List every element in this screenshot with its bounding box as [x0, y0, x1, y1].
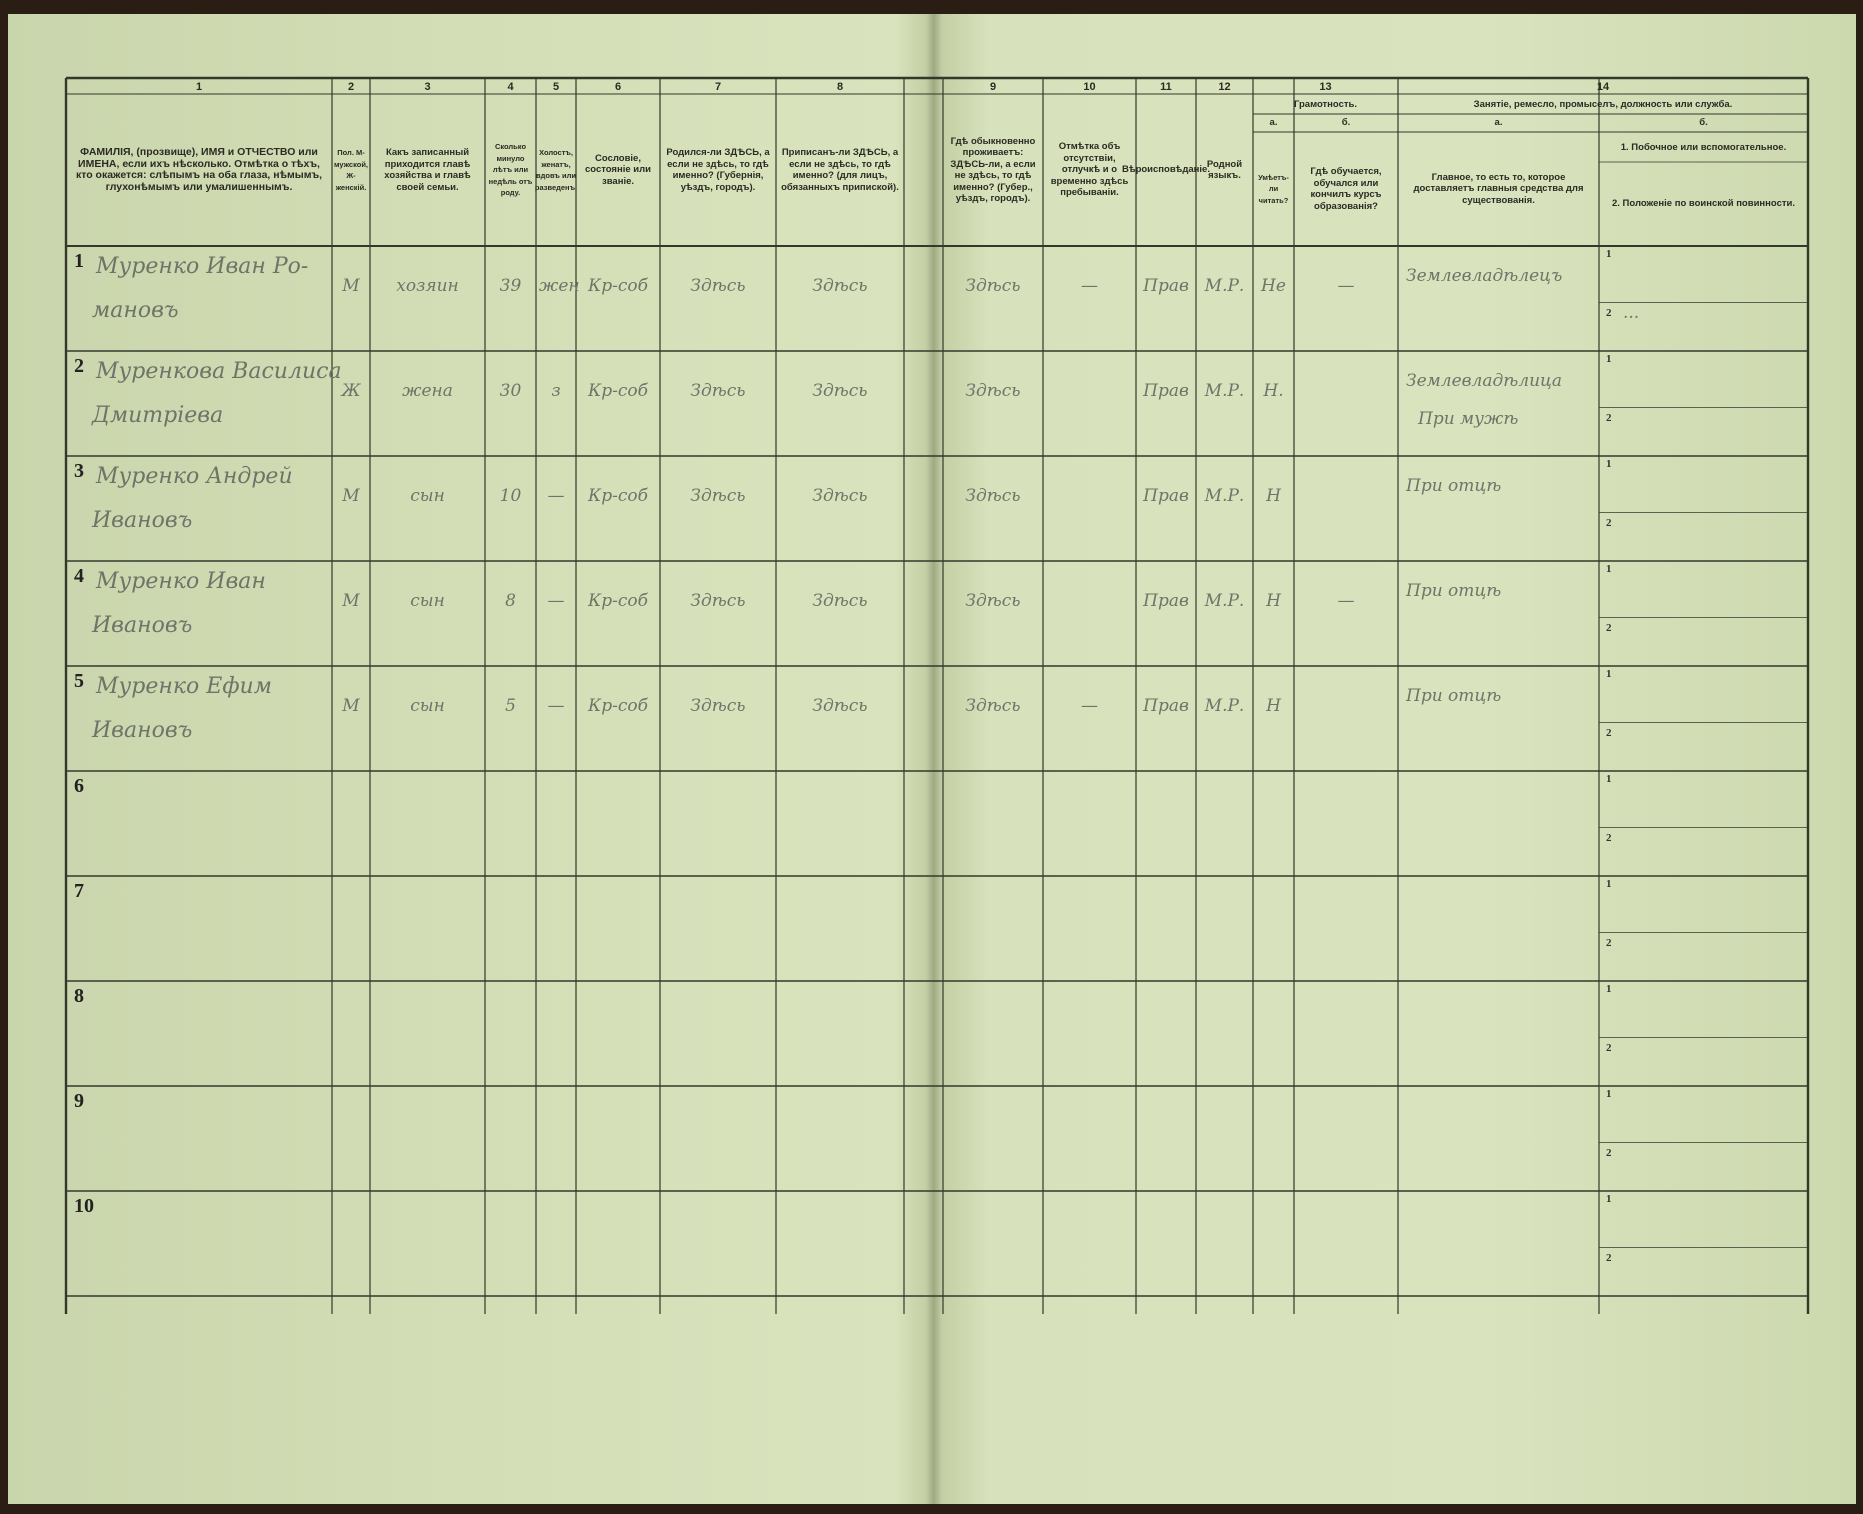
- table-cell-relation: сын: [410, 696, 445, 716]
- table-cell-sex: М: [342, 696, 360, 716]
- table-cell-resides: Здѣсь: [965, 381, 1021, 401]
- table-row-name-line1: Муренко Андрей: [96, 464, 293, 489]
- table-row-name-line1: Муренко Иван Ро-: [96, 254, 309, 279]
- table-cell-marital: —: [547, 486, 565, 506]
- sub-label-2: 2: [1606, 1146, 1612, 1159]
- header-c13: Грамотность.: [1293, 99, 1358, 111]
- table-cell-resides: Здѣсь: [965, 591, 1021, 611]
- table-row-name-line2: Дмитріева: [92, 403, 224, 428]
- table-cell-registered: Здѣсь: [812, 696, 868, 716]
- table-cell-registered: Здѣсь: [812, 381, 868, 401]
- table-row-name-line1: Муренкова Василиса: [96, 359, 342, 384]
- header-c8: Приписанъ-ли ЗДѢСЬ, а если не здѣсь, то гдѣ именно? (для лицъ, обязанныхъ припиской).: [781, 147, 899, 193]
- table-cell-literacy: Н: [1266, 486, 1281, 506]
- sub-label-2: 2: [1606, 516, 1612, 529]
- table-cell-age: 8: [505, 591, 516, 611]
- row-number: 9: [74, 1090, 84, 1112]
- row-number: 2: [74, 355, 84, 377]
- row-number: 7: [74, 880, 84, 902]
- table-cell-education: [1297, 381, 1395, 415]
- column-number: 3: [424, 81, 431, 93]
- row-number: 6: [74, 775, 84, 797]
- table-cell-age: 39: [499, 276, 522, 296]
- sub-label-1: 1: [1606, 458, 1612, 470]
- sub-label-2: 2: [1606, 621, 1612, 634]
- table-cell-language: М.Р.: [1204, 276, 1245, 296]
- column-number: 7: [714, 81, 722, 93]
- table-cell-relation: сын: [410, 591, 445, 611]
- sub-label-2: 2: [1606, 306, 1612, 319]
- table-cell-born: Здѣсь: [690, 381, 746, 401]
- sub-label-2: 2: [1606, 936, 1612, 949]
- table-cell-born: Здѣсь: [690, 486, 746, 506]
- table-cell-age: 5: [505, 696, 516, 716]
- table-cell-sex: М: [342, 486, 360, 506]
- row-number: 8: [74, 985, 84, 1007]
- header-c13b: б.: [1341, 117, 1351, 129]
- table-cell-sex: М: [342, 276, 360, 296]
- table-cell-literacy: Н.: [1263, 381, 1284, 401]
- census-sheet: [8, 14, 1856, 1504]
- header-c1: ФАМИЛІЯ, (прозвище), ИМЯ и ОТЧЕСТВО или ИМЕНА, если ихъ нѣсколько. Отмѣтка о тѣхъ, кто окажется: слѣпымъ на оба глаза, нѣмымъ, глухонѣмымъ или умалишеннымъ.: [75, 146, 323, 193]
- sub-label-1: 1: [1606, 983, 1612, 995]
- table-cell-side2: ...: [1623, 302, 1640, 323]
- header-c4: Сколько минуло лѣтъ или недѣль отъ роду.: [488, 142, 533, 198]
- table-cell-estate: Кр-соб: [588, 696, 648, 716]
- table-cell-literacy: Н: [1266, 591, 1281, 611]
- column-number: 11: [1160, 81, 1172, 93]
- table-cell-occupation: Землевладѣлица: [1406, 371, 1563, 391]
- header-c3: Какъ записанный приходится главѣ хозяйства и главѣ своей семьи.: [384, 147, 471, 193]
- table-cell-occupation: При отцѣ: [1406, 581, 1502, 601]
- row-number: 4: [74, 565, 84, 587]
- sub-label-1: 1: [1606, 353, 1612, 365]
- table-cell-religion: Прав: [1143, 696, 1189, 716]
- column-number: 12: [1218, 81, 1231, 93]
- table-cell-sex: М: [342, 591, 360, 611]
- table-cell-relation: хозяин: [396, 276, 459, 296]
- sub-label-1: 1: [1606, 248, 1612, 260]
- table-cell-estate: Кр-соб: [588, 591, 648, 611]
- table-cell-absence: [1046, 486, 1133, 520]
- table-cell-occupation: При отцѣ: [1406, 686, 1502, 706]
- header-c7: Родился-ли ЗДѢСЬ, а если не здѣсь, то гдѣ именно? (Губернія, уѣздъ, городъ).: [666, 147, 770, 193]
- table-cell-language: М.Р.: [1204, 381, 1245, 401]
- table-row-name-line1: Муренко Иван: [96, 569, 266, 594]
- header-c13a-text: Умѣетъ-ли читать?: [1258, 172, 1289, 205]
- table-cell-religion: Прав: [1143, 591, 1189, 611]
- table-cell-literacy: Не: [1261, 276, 1286, 296]
- table-row-name-line2: Ивановъ: [92, 508, 193, 533]
- sub-label-1: 1: [1606, 563, 1612, 575]
- table-cell-absence: —: [1081, 276, 1098, 296]
- column-number: 10: [1083, 81, 1096, 93]
- header-c14b-2: 2. Положеніе по воинской повинности.: [1611, 198, 1795, 210]
- sub-label-1: 1: [1606, 1193, 1612, 1205]
- table-cell-born: Здѣсь: [690, 696, 746, 716]
- table-cell-language: М.Р.: [1204, 486, 1245, 506]
- row-number: 5: [74, 670, 84, 692]
- column-number: 1: [195, 81, 203, 93]
- table-cell-language: М.Р.: [1204, 696, 1245, 716]
- table-cell-language: М.Р.: [1204, 591, 1245, 611]
- table-cell-occupation: Землевладѣлецъ: [1406, 266, 1563, 286]
- sub-label-2: 2: [1606, 1041, 1612, 1054]
- sub-label-1: 1: [1606, 1088, 1612, 1100]
- table-cell-education: —: [1337, 591, 1355, 611]
- table-cell-marital: з: [551, 381, 561, 401]
- table-cell-absence: —: [1081, 696, 1098, 716]
- table-cell-sex: Ж: [341, 381, 361, 401]
- header-c6: Сословіе, состояніе или званіе.: [584, 152, 651, 187]
- sub-label-2: 2: [1606, 411, 1612, 424]
- column-number: 14: [1596, 81, 1610, 93]
- table-cell-born: Здѣсь: [690, 591, 746, 611]
- sub-label-1: 1: [1606, 668, 1612, 680]
- table-row-name-line1: Муренко Ефим: [96, 674, 272, 699]
- table-cell-occupation: При отцѣ: [1406, 476, 1502, 496]
- table-row-name-line2: Ивановъ: [92, 613, 193, 638]
- table-cell-religion: Прав: [1143, 381, 1189, 401]
- header-c13b-text: Гдѣ обучается, обучался или кончилъ курсъ образованія?: [1310, 166, 1382, 212]
- table-cell-marital: —: [547, 696, 565, 716]
- table-cell-occupation-2: При мужѣ: [1418, 409, 1519, 429]
- header-c14b: б.: [1699, 117, 1708, 129]
- table-cell-absence: [1046, 591, 1133, 625]
- table-cell-registered: Здѣсь: [812, 591, 868, 611]
- table-cell-education: [1297, 486, 1395, 520]
- header-c12: Родной языкъ.: [1206, 158, 1243, 181]
- table-cell-relation: сын: [410, 486, 445, 506]
- table-cell-education: —: [1337, 276, 1355, 296]
- column-number: 13: [1319, 81, 1332, 93]
- sub-label-2: 2: [1606, 726, 1612, 739]
- row-number: 3: [74, 460, 84, 482]
- table-cell-education: [1297, 696, 1395, 730]
- header-c13a: а.: [1269, 117, 1278, 129]
- column-number: 9: [989, 81, 997, 93]
- table-cell-resides: Здѣсь: [965, 486, 1021, 506]
- table-cell-literacy: Н: [1266, 696, 1281, 716]
- column-number: 8: [836, 81, 844, 93]
- table-cell-registered: Здѣсь: [812, 276, 868, 296]
- table-cell-age: 30: [499, 381, 522, 401]
- table-row-name-line2: Ивановъ: [92, 718, 193, 743]
- table-cell-estate: Кр-соб: [588, 381, 648, 401]
- row-number: 1: [74, 250, 84, 272]
- sub-label-2: 2: [1606, 1251, 1612, 1264]
- header-c11: Вѣроисповѣданіе.: [1122, 164, 1210, 176]
- table-cell-estate: Кр-соб: [588, 276, 648, 296]
- table-cell-marital: жен: [539, 276, 580, 296]
- table-cell-registered: Здѣсь: [812, 486, 868, 506]
- table-cell-age: 10: [499, 486, 522, 506]
- sub-label-1: 1: [1606, 773, 1612, 785]
- table-cell-marital: —: [547, 591, 565, 611]
- header-c5: Холостъ, женатъ, вдовъ или разведенъ.: [534, 148, 578, 192]
- header-c14a-text: Главное, то есть то, которое доставляетъ главныя средства для существованія.: [1413, 171, 1584, 206]
- column-number: 4: [507, 81, 514, 93]
- header-c14a: а.: [1494, 117, 1503, 129]
- header-c10: Отмѣтка объ отсутствіи, отлучкѣ и о временно здѣсь пребываніи.: [1050, 141, 1129, 199]
- table-cell-estate: Кр-соб: [588, 486, 648, 506]
- table-cell-absence: [1046, 381, 1133, 415]
- table-cell-resides: Здѣсь: [965, 696, 1021, 716]
- table-cell-religion: Прав: [1143, 276, 1189, 296]
- table-cell-relation: жена: [402, 381, 453, 401]
- header-c9: Гдѣ обыкновенно проживаетъ: ЗДѢСЬ-ли, а если не здѣсь, то гдѣ именно? (Губер., уѣздъ, городъ).: [950, 135, 1036, 204]
- header-c14b-1: 1. Побочное или вспомогательное.: [1620, 142, 1787, 154]
- table-cell-religion: Прав: [1143, 486, 1189, 506]
- table-cell-born: Здѣсь: [690, 276, 746, 296]
- table-cell-resides: Здѣсь: [965, 276, 1021, 296]
- sub-label-2: 2: [1606, 831, 1612, 844]
- row-number: 10: [74, 1195, 94, 1217]
- column-number: 5: [552, 81, 560, 93]
- header-c14: Занятіе, ремесло, промыселъ, должность или служба.: [1473, 99, 1733, 111]
- header-c2: Пол. М-мужской, Ж-женскій.: [333, 148, 369, 192]
- column-number: 2: [347, 81, 355, 93]
- sub-label-1: 1: [1606, 878, 1612, 890]
- column-number: 6: [614, 81, 622, 93]
- table-row-name-line2: мановъ: [92, 298, 179, 323]
